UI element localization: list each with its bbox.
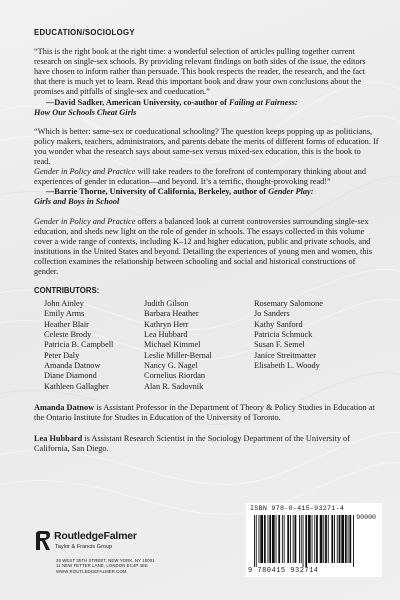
endorsement-text: “This is the right book at the right time: a wonderful selection of articles pulling together current research on single-sex schools. By providing relevant findings on both sides of the issue, the editors have chosen to inform rather than persuade. This book respects the reader, the research, and the fact that there is much yet to learn. Read this important book and draw your own conclusions about the promises and pitfalls of single-sex and coeducation.” xyxy=(34,47,366,97)
barcode-bar xyxy=(331,515,333,563)
contributor-name: Michael Kimmel xyxy=(144,340,201,350)
contributor-name: Janice Streitmatter xyxy=(254,350,316,360)
contributors-list xyxy=(34,299,379,392)
endorsement-text-continued: Gender in Policy and Practice will take readers to the forefront of contemporary thinking about and experiences of gender in education—and beyond. It’s a terrific, thought-provoking read!” xyxy=(34,167,366,187)
barcode-bar xyxy=(260,515,263,563)
contributor-name: Rosemary Salomone xyxy=(254,299,323,309)
price-code: 90000 xyxy=(356,514,376,521)
contributor-name: Kathleen Gallagher xyxy=(44,381,109,391)
contributor-name: Leslie Miller-Bernal xyxy=(144,350,212,360)
barcode-bar xyxy=(341,515,344,563)
contributor-name: Susan F. Semel xyxy=(254,340,305,350)
barcode-bar xyxy=(320,515,323,563)
barcode-bar xyxy=(269,515,271,563)
contributor-name: Lea Hubbard xyxy=(144,330,188,340)
book-description: Gender in Policy and Practice offers a balanced look at current controversies surrounding single-sex education, and sheds new light on the role of gender in schools. The essays collected in this volume cover a wide range of contexts, including K–12 and higher education, public and private schools, and institutions in the United States and beyond. Detailing the experiences of young men and women, this collection examines the relationship between schooling and social and historical constructions of gender. xyxy=(34,216,373,276)
contributor-name: Judith Gilson xyxy=(144,299,189,309)
publisher-name: RoutledgeFalmer xyxy=(54,530,137,542)
contributor-name: Amanda Datnow xyxy=(44,360,101,370)
barcode-bar xyxy=(254,515,255,567)
contributor-name: Kathryn Herr xyxy=(144,319,189,329)
contributors-column xyxy=(144,299,254,392)
barcode-bar xyxy=(316,515,318,563)
contributor-name: Alan R. Sadovnik xyxy=(144,381,204,391)
endorsement-text: “Which is better: same-sex or coeducational schooling? The question keeps popping up as politicians, policy makers, teachers, administrators, and parents debate the merits of different forms of education. If you wonder what the research says about same-sex versus mixed-sex education, this is the book to read. xyxy=(34,126,379,167)
barcode-bar xyxy=(287,515,289,563)
endorsement-attribution: —David Sadker, American University, co-author of Failing at Fairness: xyxy=(46,97,298,107)
contributors-heading: CONTRIBUTORS: xyxy=(34,286,100,296)
publisher-logo-icon xyxy=(34,530,52,552)
barcode-bar xyxy=(290,515,291,563)
barcode-bar xyxy=(278,515,280,563)
barcode-bar xyxy=(337,515,338,563)
barcode-bar xyxy=(328,515,329,563)
barcode-bar xyxy=(349,515,351,563)
barcode-bar xyxy=(299,515,300,563)
barcode-bar xyxy=(293,515,294,563)
barcode-bar xyxy=(282,515,283,563)
endorsement-sadker xyxy=(34,47,379,118)
back-cover-text xyxy=(34,28,379,454)
barcode-bar xyxy=(314,515,315,563)
contributor-name: Patricia B. Campbell xyxy=(44,340,114,350)
barcode-bar xyxy=(284,515,285,563)
isbn-barcode xyxy=(246,503,382,577)
barcode-bars xyxy=(252,515,376,567)
barcode-digits: 9 780415 932714 xyxy=(248,567,319,575)
endorsement-thorne xyxy=(34,127,379,208)
contributor-name: Jo Sanders xyxy=(254,309,290,319)
contributor-name: Patricia Schmuck xyxy=(254,330,313,340)
contributor-name: Kathy Sanford xyxy=(254,319,303,329)
contributor-name: Diane Diamond xyxy=(44,371,97,381)
barcode-bar xyxy=(276,515,277,563)
contributor-name: John Ainley xyxy=(44,299,84,309)
contributors-column xyxy=(254,299,354,392)
contributor-name: Peter Daly xyxy=(44,350,80,360)
barcode-bar xyxy=(305,515,307,567)
barcode-bar xyxy=(268,515,269,563)
contributor-name: Celeste Brody xyxy=(44,330,92,340)
bio-datnow: Amanda Datnow is Assistant Professor in the Department of Theory & Policy Studies in Education at the Ontario Institute for Studies in Education of the University of Toronto. xyxy=(34,402,375,422)
contributor-name: Heather Blair xyxy=(44,319,89,329)
contributor-name: Cornelius Riordan xyxy=(144,371,206,381)
barcode-bar xyxy=(256,515,257,567)
contributor-name: Emily Arms xyxy=(44,309,85,319)
endorsement-work-title: How Our Schools Cheat Girls xyxy=(34,107,137,117)
barcode-bar xyxy=(264,515,266,563)
barcode-bar xyxy=(325,515,327,563)
contributor-name: Nancy G. Nagel xyxy=(144,360,198,370)
barcode-bar xyxy=(334,515,335,563)
barcode-bar xyxy=(272,515,275,563)
barcode-bar xyxy=(295,515,297,563)
barcode-bar xyxy=(308,515,311,563)
publisher-subtitle: Taylor & Francis Group xyxy=(55,544,113,550)
barcode-bar xyxy=(339,515,341,563)
category-label: EDUCATION/SOCIOLOGY xyxy=(34,28,135,37)
endorsement-work-title: Girls and Boys in School xyxy=(34,197,120,207)
barcode-bar xyxy=(259,515,260,563)
endorsement-attribution: —Barrie Thorne, University of California, Berkeley, author of Gender Play: xyxy=(46,187,314,197)
barcode-bar xyxy=(348,515,349,563)
barcode-bar xyxy=(301,515,302,563)
publisher-address: 29 WEST 35TH STREET, NEW YORK, NY 10001 11 NEW FETTER LANE, LONDON EC4P 4EE WWW.ROUTLEDGEFALMER.COM xyxy=(56,558,155,574)
contributor-name: Elisabeth L. Woody xyxy=(254,360,320,370)
contributors-column xyxy=(44,299,144,392)
barcode-bar xyxy=(312,515,313,563)
contributor-name: Barbara Heather xyxy=(144,309,199,319)
publisher-block xyxy=(34,528,184,588)
barcode-bar xyxy=(345,515,347,563)
bio-hubbard: Lea Hubbard is Assistant Research Scientist in the Sociology Department of the University of California, San Diego. xyxy=(34,434,350,454)
barcode-bar xyxy=(353,515,354,567)
barcode-bar xyxy=(323,515,324,563)
isbn-number: ISBN 978-0-415-93271-4 xyxy=(250,505,345,513)
barcode-bar xyxy=(303,515,304,567)
